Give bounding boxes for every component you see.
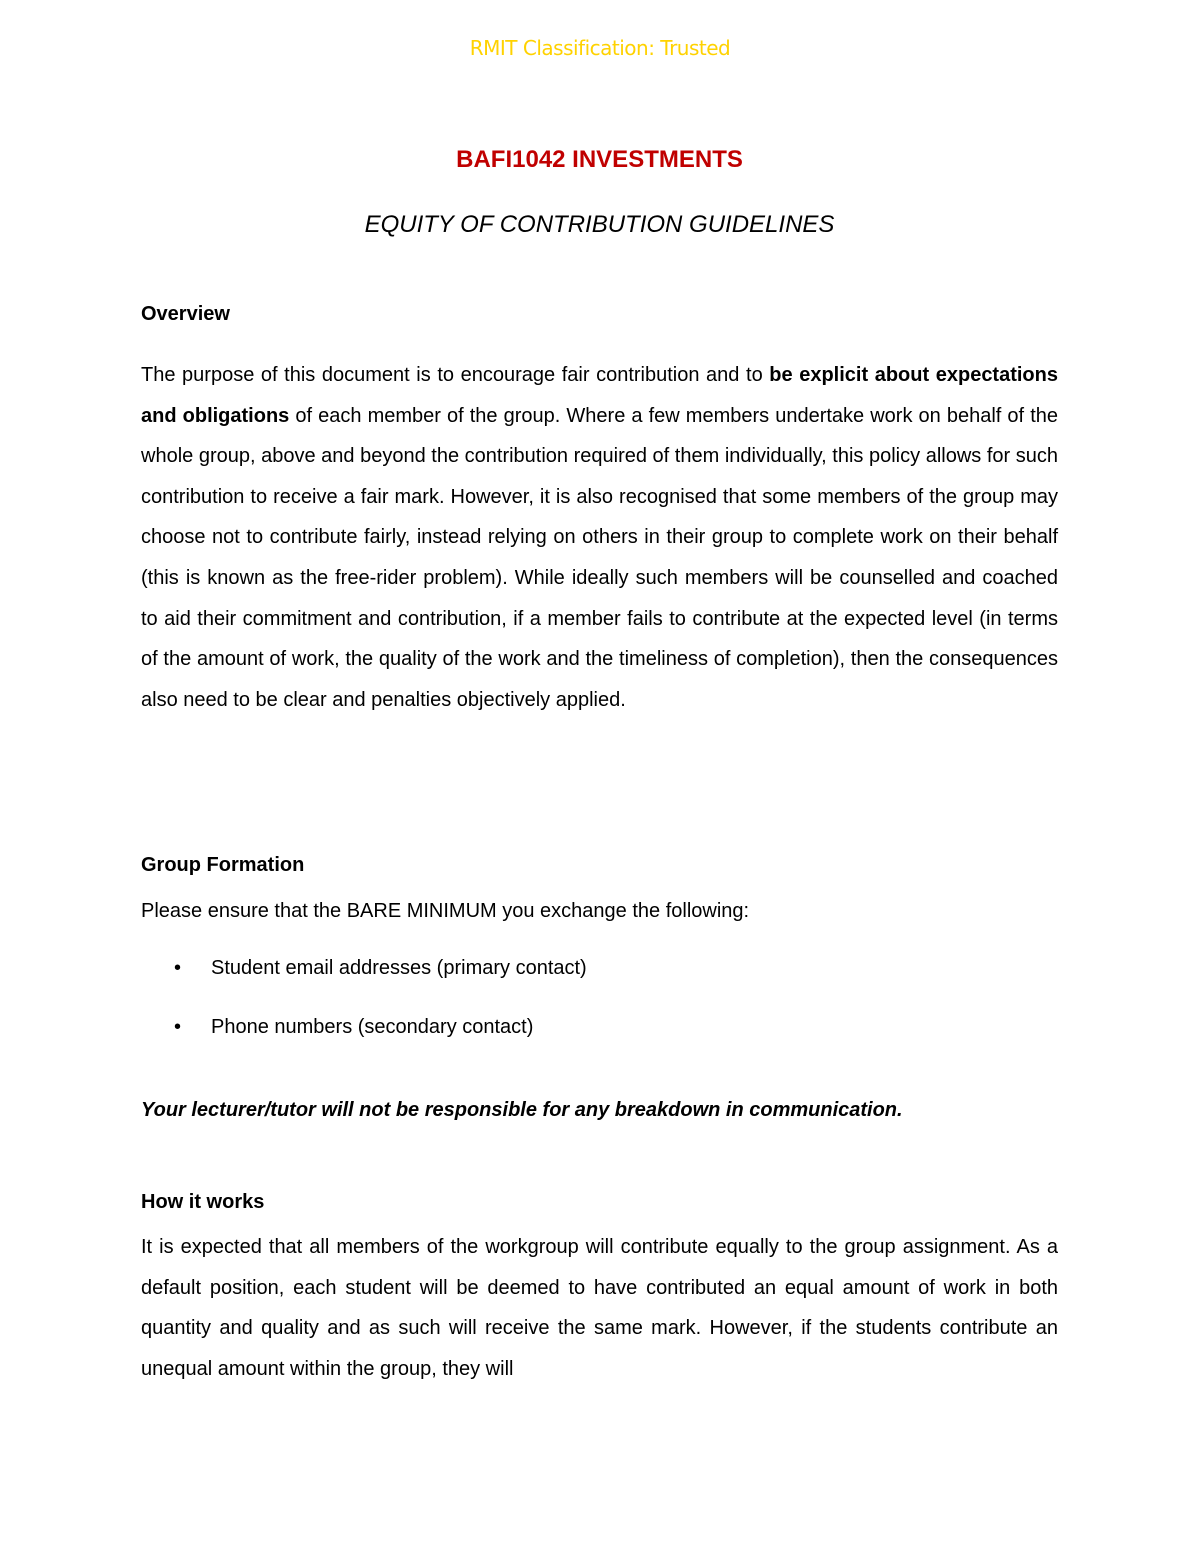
document-subtitle: EQUITY OF CONTRIBUTION GUIDELINES xyxy=(364,211,835,238)
group-formation-heading: Group Formation xyxy=(141,854,305,876)
bullet-icon: • xyxy=(174,957,182,979)
classification-label: RMIT Classification: Trusted xyxy=(469,36,731,60)
overview-text-start: The purpose of this document is to encourage fair contribution and to xyxy=(141,364,770,386)
course-title: BAFI1042 INVESTMENTS xyxy=(456,146,743,173)
group-formation-intro: Please ensure that the BARE MINIMUM you exchange the following: xyxy=(141,900,750,922)
overview-paragraph xyxy=(141,355,1058,720)
list-item-text: Phone numbers (secondary contact) xyxy=(211,1016,534,1038)
overview-heading: Overview xyxy=(141,303,230,325)
bullet-icon: • xyxy=(174,1016,182,1038)
overview-emphasis: be explicit about expectations and obligations xyxy=(141,364,1058,427)
list-item-text: Student email addresses (primary contact) xyxy=(211,957,587,979)
communication-warning: Your lecturer/tutor will not be responsible for any breakdown in communication. xyxy=(141,1099,903,1121)
how-it-works-heading: How it works xyxy=(141,1191,265,1213)
overview-text-rest: of each member of the group. Where a few members undertake work on behalf of the whole group, above and beyond the contribution required of them individually, this policy allows for such contribution to receive a fair mark. However, it is also recognised that some members of the group may choose not to contribute fairly, instead relying on others in their group to complete work on their behalf (this is known as the free-rider problem). While ideally such members will be counselled and coached to aid their commitment and contribution, if a member fails to contribute at the expected level (in terms of the amount of work, the quality of the work and the timeliness of completion), then the consequences also need to be clear and penalties objectively applied. xyxy=(141,404,1058,711)
how-it-works-paragraph: It is expected that all members of the workgroup will contribute equally to the group assignment. As a default position, each student will be deemed to have contributed an equal amount of work in both quantity and quality and as such will receive the same mark. However, if the students contribute an unequal amount within the group, they will xyxy=(141,1236,1058,1380)
